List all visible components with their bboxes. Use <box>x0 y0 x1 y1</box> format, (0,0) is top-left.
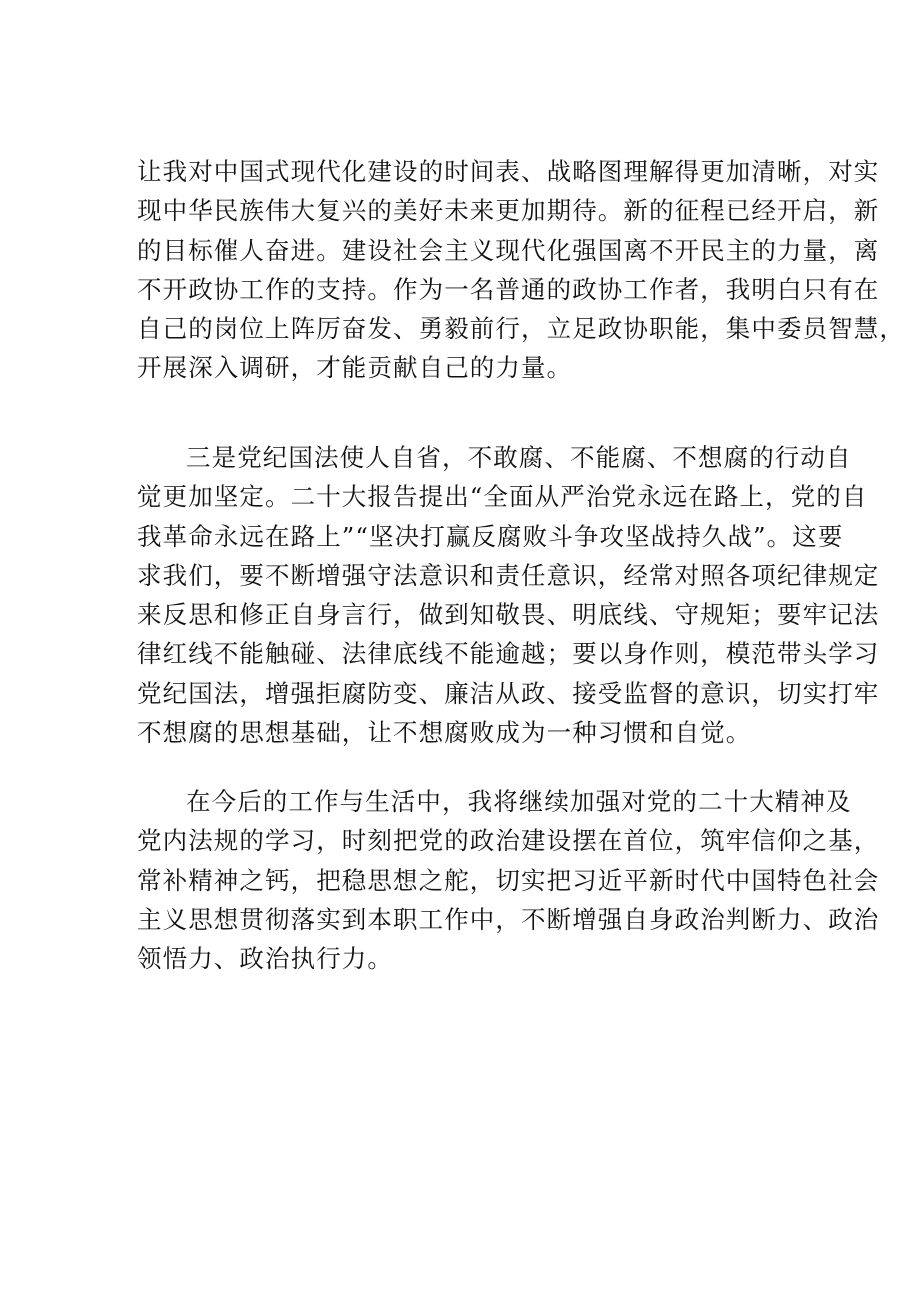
paragraph-line: 的目标催人奋进。建设社会主义现代化强国离不开民主的力量，离 <box>137 235 880 265</box>
paragraph-line: 我革命永远在路上”“坚决打赢反腐败斗争攻坚战持久战”。这要 <box>137 521 844 551</box>
paragraph-line: 主义思想贯彻落实到本职工作中，不断增强自身政治判断力、政治 <box>137 904 880 934</box>
paragraph-line: 常补精神之钙，把稳思想之舵，切实把习近平新时代中国特色社会 <box>137 865 880 895</box>
paragraph-2 <box>137 438 880 752</box>
paragraph-line: 在今后的工作与生活中，我将继续加强对党的二十大精神及 <box>186 787 852 816</box>
paragraph-line: 不开政协工作的支持。作为一名普通的政协工作者，我明白只有在 <box>137 274 880 304</box>
paragraph-line: 党纪国法，增强拒腐防变、廉洁从政、接受监督的意识，切实打牢 <box>137 678 880 708</box>
paragraph-line: 开展深入调研，才能贡献自己的力量。 <box>137 353 573 383</box>
paragraph-line: 来反思和修正自身言行，做到知敬畏、明底线、守规矩；要牢记法 <box>137 600 880 630</box>
paragraph-line: 求我们，要不断增强守法意识和责任意识，经常对照各项纪律规定 <box>137 560 880 590</box>
paragraph-line: 三是党纪国法使人自省，不敢腐、不能腐、不想腐的行动自 <box>186 443 852 472</box>
paragraph-line: 自己的岗位上阵厉奋发、勇毅前行，立足政协职能，集中委员智慧， <box>137 314 905 344</box>
paragraph-line: 领悟力、政治执行力。 <box>137 944 393 974</box>
paragraph-line: 不想腐的思想基础，让不想腐败成为一种习惯和自觉。 <box>137 718 752 748</box>
paragraph-1 <box>137 152 905 388</box>
paragraph-line: 党内法规的学习，时刻把党的政治建设摆在首位，筑牢信仰之基， <box>137 826 880 856</box>
paragraph-line: 觉更加坚定。二十大报告提出“全面从严治党永远在路上，党的自 <box>137 482 868 512</box>
paragraph-line: 律红线不能触碰、法律底线不能逾越；要以身作则，模范带头学习 <box>137 639 880 669</box>
paragraph-line: 让我对中国式现代化建设的时间表、战略图理解得更加清晰，对实 <box>137 157 880 186</box>
paragraph-line: 现中华民族伟大复兴的美好未来更加期待。新的征程已经开启，新 <box>137 196 880 226</box>
paragraph-3 <box>137 782 880 978</box>
